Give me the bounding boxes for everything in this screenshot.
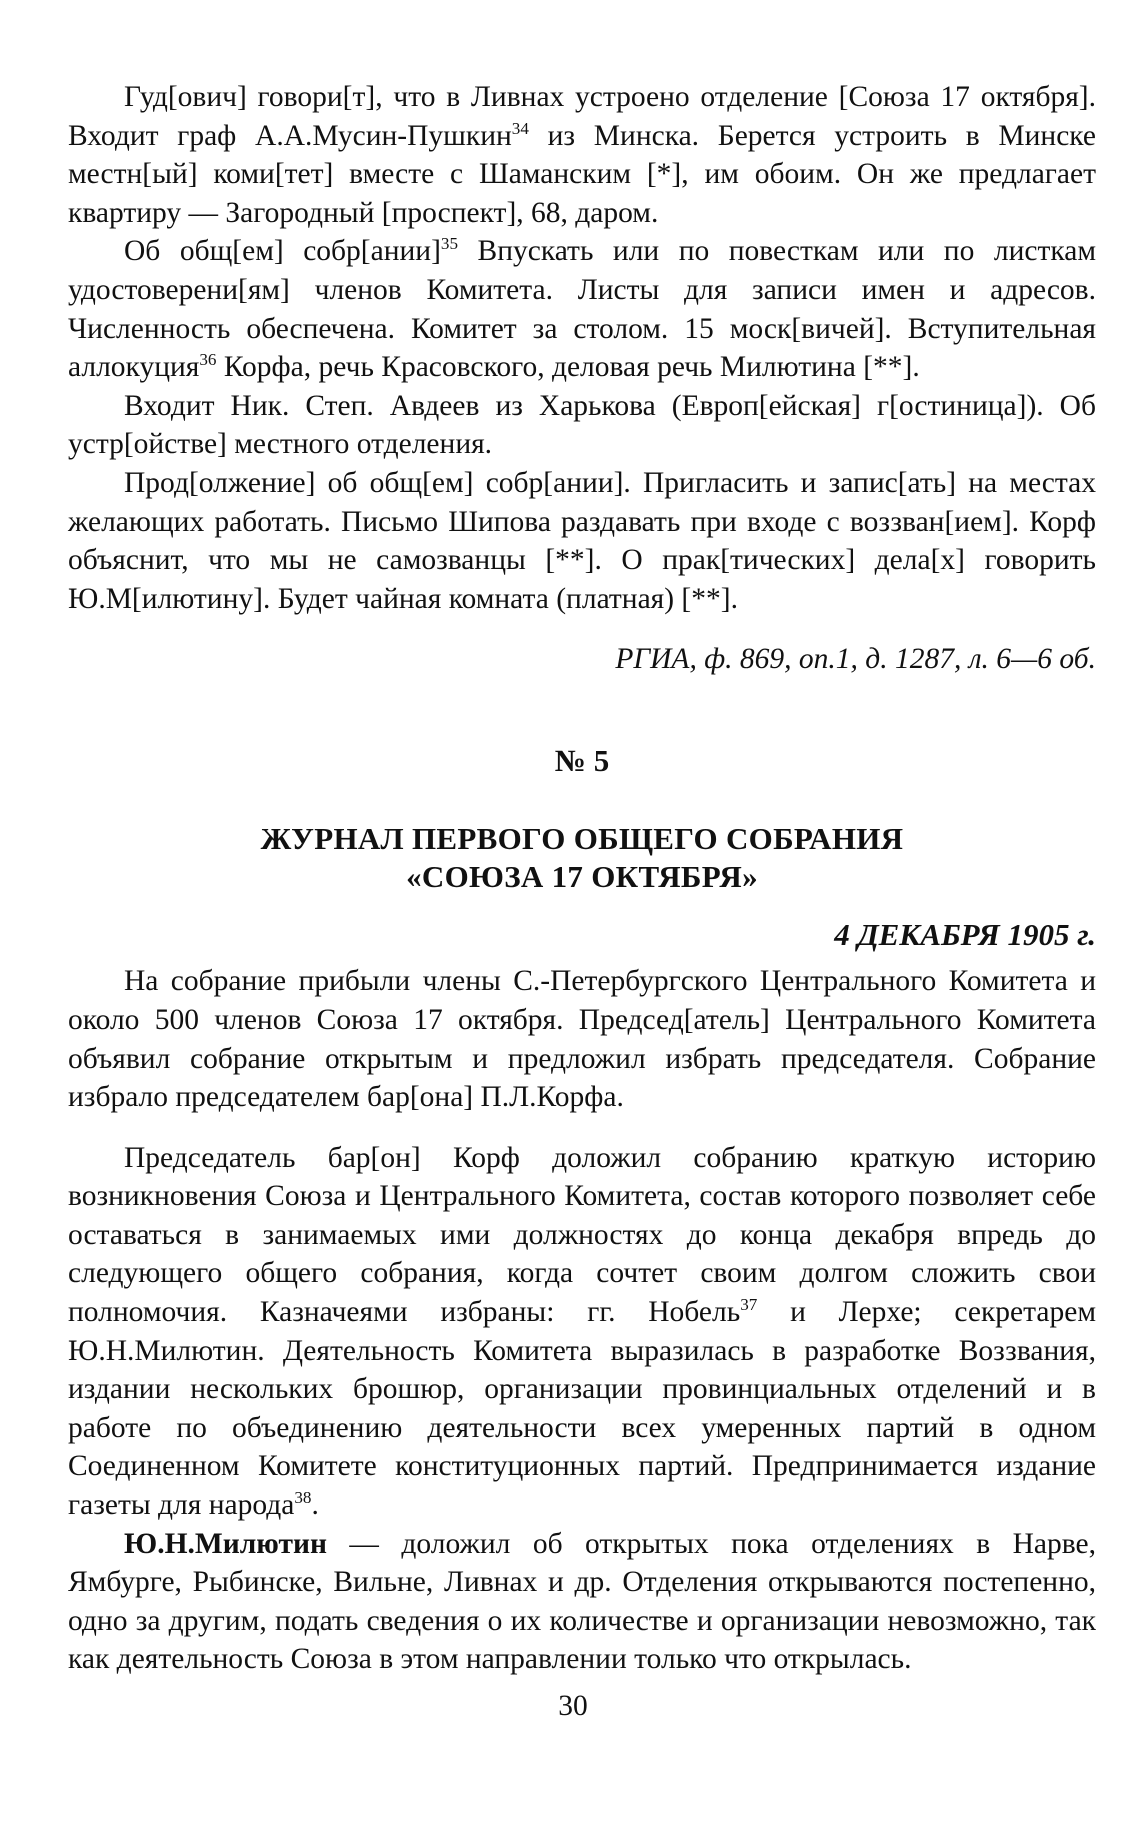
- document-number: № 5: [554, 743, 610, 779]
- paragraph-3: Входит Ник. Степ. Авдеев из Харькова (Европ[ейская] г[остиница]). Об устр[ойстве] местного отделения.: [68, 389, 1096, 461]
- text-column: [68, 78, 1096, 1679]
- footnote-ref: 38: [294, 1488, 312, 1508]
- paragraph-7: Ю.Н.Милютин — доложил об открытых пока отделениях в Нарве, Ямбурге, Рыбинске, Вильне, Ливнах и др. Отделения открываются постепенно, одно за другим, подать сведения о их количестве и организации невозможно, так как деятельность Союза в этом направлении только что открылась.: [68, 1527, 1096, 1676]
- speaker-name: Ю.Н.Милютин: [124, 1527, 327, 1560]
- paragraph-gap: [68, 1117, 1096, 1139]
- archive-source: РГИА, ф. 869, оп.1, д. 1287, л. 6—6 об.: [615, 643, 1096, 676]
- footnote-ref: 36: [199, 350, 217, 370]
- document-date: 4 ДЕКАБРЯ 1905 г.: [834, 917, 1096, 953]
- document-title-line-2: «СОЮЗА 17 ОКТЯБРЯ»: [406, 859, 758, 895]
- paragraph-5: На собрание прибыли члены С.-Петербургского Центрального Комитета и около 500 членов Союза 17 октября. Председ[атель] Центрального Комитета объявил собрание открытым и предложил избрать председателя. Собрание избрало председателем бар[она] П.Л.Корфа.: [68, 965, 1096, 1114]
- document-title-line-1: ЖУРНАЛ ПЕРВОГО ОБЩЕГО СОБРАНИЯ: [260, 821, 904, 857]
- footnote-ref: 37: [740, 1295, 758, 1315]
- paragraph-4: Прод[олжение] об общ[ем] собр[ании]. Пригласить и запис[ать] на местах желающих работать. Письмо Шипова раздавать при входе с воззван[ием]. Корф объяснит, что мы не самозванцы [**]. О прак[тических] дела[х] говорить Ю.М[илютину]. Будет чайная комната (платная) [**].: [68, 466, 1096, 615]
- footnote-ref: 35: [440, 234, 459, 254]
- paragraph-2: Об общ[ем] собр[ании]$^{35}$ Впускать или по повесткам или по листкам удостоверени[ям] членов Комитета. Листы для записи имен и адресов. Численность обеспечена. Комитет за столом. 15 моск[вичей]. Вступительная аллокуция$^{36}$ Корфа, речь Красовского, деловая речь Милютина [**].: [68, 234, 1096, 384]
- footnote-ref: 34: [511, 118, 529, 138]
- paragraph-1: Гуд[ович] говори[т], что в Ливнах устроено отделение [Союза 17 октября]. Входит граф А.А.Мусин-Пушкин$^{34}$ из Минска. Берется устроить в Минске местн[ый] коми[тет] вместе с Шаманским [*], им обоим. Он же предлагает квартиру — Загородный [проспект], 68, даром.: [68, 81, 1096, 229]
- paragraph-6: Председатель бар[он] Корф доложил собранию краткую историю возникновения Союза и Центрального Комитета, состав которого позволяет себе оставаться в занимаемых ими должностях до конца декабря впредь до следующего общего собрания, когда сочтет своим долгом сложить свои полномочия. Казначеями избраны: гг. Нобель$^{37}$ и Лерхе; секретарем Ю.Н.Милютин. Деятельность Комитета выразилась в разработке Воззвания, издании нескольких брошюр, организации провинциальных отделений и в работе по объединению деятельности всех умеренных партий в одном Соединенном Комитете конституционных партий. Предпринимается издание газеты для народа$^{38}$.: [68, 1141, 1096, 1522]
- page-number: 30: [558, 1690, 588, 1722]
